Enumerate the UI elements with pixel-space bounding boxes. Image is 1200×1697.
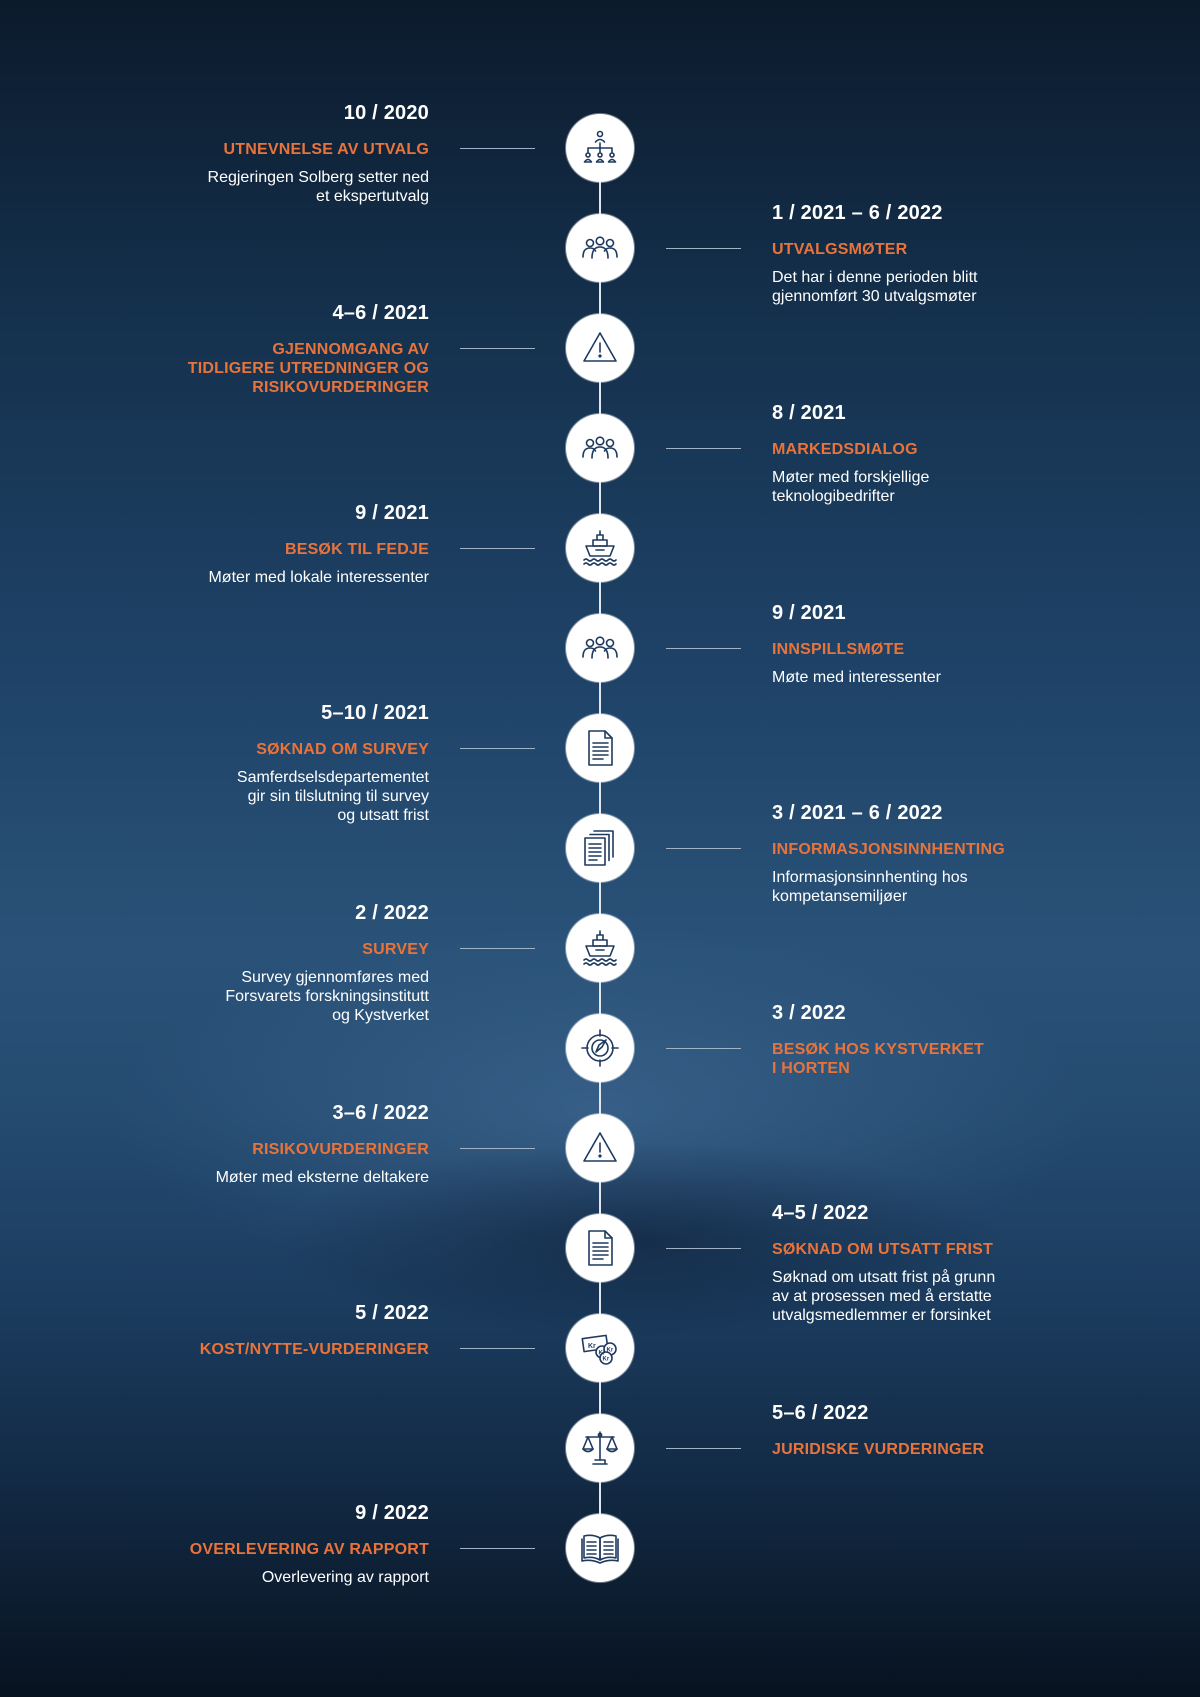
ship-icon bbox=[580, 528, 620, 568]
timeline-node bbox=[566, 814, 634, 882]
event-description: Møter med eksterne deltakere bbox=[215, 1169, 429, 1186]
timeline-entry bbox=[772, 1201, 1062, 1325]
connector-line bbox=[666, 848, 741, 849]
event-title: INFORMASJONSINNHENTING bbox=[772, 841, 1005, 858]
timeline-entry bbox=[139, 1101, 429, 1187]
event-date: 1 / 2021 – 6 / 2022 bbox=[772, 202, 943, 224]
timeline-node bbox=[566, 1414, 634, 1482]
people-group-icon bbox=[580, 428, 620, 468]
event-title: SØKNAD OM SURVEY bbox=[256, 741, 429, 758]
connector-line bbox=[666, 248, 741, 249]
ship-icon bbox=[580, 928, 620, 968]
document-icon bbox=[580, 728, 620, 768]
event-date: 3–6 / 2022 bbox=[332, 1102, 429, 1124]
timeline-entry bbox=[772, 401, 1062, 506]
kr-label: Kr bbox=[588, 1343, 596, 1350]
connector-line bbox=[666, 648, 741, 649]
timeline-node bbox=[566, 1014, 634, 1082]
timeline-node bbox=[566, 714, 634, 782]
documents-stack-icon bbox=[580, 828, 620, 868]
event-date: 3 / 2021 – 6 / 2022 bbox=[772, 802, 943, 824]
timeline-node bbox=[566, 114, 634, 182]
timeline-node bbox=[566, 214, 634, 282]
money-kr-icon bbox=[580, 1328, 620, 1368]
event-title: BESØK HOS KYSTVERKET I HORTEN bbox=[772, 1041, 985, 1077]
connector-line bbox=[666, 1048, 741, 1049]
connector-line bbox=[460, 948, 535, 949]
timeline-node bbox=[566, 614, 634, 682]
timeline-entry bbox=[139, 101, 429, 206]
compass-target-icon bbox=[580, 1028, 620, 1068]
event-title: INNSPILLSMØTE bbox=[772, 641, 905, 658]
event-date: 9 / 2022 bbox=[355, 1502, 429, 1524]
connector-line bbox=[460, 148, 535, 149]
people-group-icon bbox=[580, 228, 620, 268]
event-description: Møte med interessenter bbox=[772, 669, 941, 686]
event-description: Samferdselsdepartementet gir sin tilslutning til survey og utsatt frist bbox=[236, 769, 429, 824]
connector-line bbox=[460, 1348, 535, 1349]
warning-triangle-icon bbox=[580, 1128, 620, 1168]
event-date: 5–10 / 2021 bbox=[321, 702, 429, 724]
people-group-icon bbox=[580, 628, 620, 668]
event-date: 5–6 / 2022 bbox=[772, 1402, 869, 1424]
event-date: 2 / 2022 bbox=[355, 902, 429, 924]
event-description: Det har i denne perioden blitt gjennomført 30 utvalgsmøter bbox=[772, 269, 978, 305]
event-description: Informasjonsinnhenting hos kompetansemiljøer bbox=[772, 869, 968, 905]
connector-line bbox=[666, 1248, 741, 1249]
event-date: 10 / 2020 bbox=[343, 102, 429, 124]
timeline-node bbox=[566, 414, 634, 482]
timeline-entry bbox=[772, 201, 1062, 306]
event-date: 4–6 / 2021 bbox=[332, 302, 429, 324]
event-description: Møter med forskjellige teknologibedrifter bbox=[772, 469, 930, 505]
event-date: 3 / 2022 bbox=[772, 1002, 846, 1024]
event-description: Møter med lokale interessenter bbox=[208, 569, 429, 586]
timeline-entry bbox=[139, 901, 429, 1025]
warning-triangle-icon bbox=[580, 328, 620, 368]
timeline-entry bbox=[139, 501, 429, 587]
connector-line bbox=[460, 548, 535, 549]
open-book-icon bbox=[580, 1528, 620, 1568]
event-title: OVERLEVERING AV RAPPORT bbox=[189, 1541, 429, 1558]
event-title: SØKNAD OM UTSATT FRIST bbox=[772, 1241, 993, 1258]
event-title: GJENNOMGANG AV TIDLIGERE UTREDNINGER OG RISIKOVURDERINGER bbox=[187, 341, 429, 396]
event-date: 4–5 / 2022 bbox=[772, 1202, 869, 1224]
event-date: 8 / 2021 bbox=[772, 402, 846, 424]
scales-icon bbox=[580, 1428, 620, 1468]
event-title: MARKEDSDIALOG bbox=[772, 441, 918, 458]
event-description: Søknad om utsatt frist på grunn av at prosessen med å erstatte utvalgsmedlemmer er forsinket bbox=[772, 1269, 996, 1324]
connector-line bbox=[460, 748, 535, 749]
connector-line bbox=[460, 348, 535, 349]
event-description: Regjeringen Solberg setter ned et ekspertutvalg bbox=[207, 169, 429, 205]
event-title: JURIDISKE VURDERINGER bbox=[772, 1441, 985, 1458]
timeline-node bbox=[566, 1314, 634, 1382]
timeline-entry bbox=[772, 801, 1062, 906]
event-description: Overlevering av rapport bbox=[261, 1569, 429, 1586]
event-title: KOST/NYTTE-VURDERINGER bbox=[199, 1341, 429, 1358]
timeline-node bbox=[566, 514, 634, 582]
timeline-node bbox=[566, 1114, 634, 1182]
connector-line bbox=[666, 448, 741, 449]
event-date: 9 / 2021 bbox=[355, 502, 429, 524]
connector-line bbox=[460, 1548, 535, 1549]
event-description: Survey gjennomføres med Forsvarets forskningsinstitutt og Kystverket bbox=[225, 969, 429, 1024]
timeline-entry bbox=[139, 1301, 429, 1359]
timeline-entry bbox=[139, 301, 429, 397]
timeline-node bbox=[566, 914, 634, 982]
timeline-node bbox=[566, 314, 634, 382]
connector-line bbox=[460, 1148, 535, 1149]
kr-label: Kr bbox=[606, 1347, 614, 1354]
event-title: RISIKOVURDERINGER bbox=[252, 1141, 429, 1158]
timeline-entry bbox=[772, 601, 1062, 687]
event-title: BESØK TIL FEDJE bbox=[284, 541, 429, 558]
timeline-entry bbox=[139, 701, 429, 825]
event-title: UTVALGSMØTER bbox=[772, 241, 908, 258]
event-date: 5 / 2022 bbox=[355, 1302, 429, 1324]
connector-line bbox=[666, 1448, 741, 1449]
org-chart-icon bbox=[580, 128, 620, 168]
event-date: 9 / 2021 bbox=[772, 602, 846, 624]
kr-label: Kr bbox=[598, 1350, 606, 1357]
event-title: UTNEVNELSE AV UTVALG bbox=[223, 141, 429, 158]
timeline-entry bbox=[139, 1501, 429, 1587]
timeline-node bbox=[566, 1514, 634, 1582]
document-icon bbox=[580, 1228, 620, 1268]
event-title: SURVEY bbox=[362, 941, 429, 958]
timeline-entry bbox=[772, 1401, 1062, 1459]
kr-label: Kr bbox=[602, 1356, 610, 1363]
timeline-entry bbox=[772, 1001, 1062, 1078]
timeline-node bbox=[566, 1214, 634, 1282]
